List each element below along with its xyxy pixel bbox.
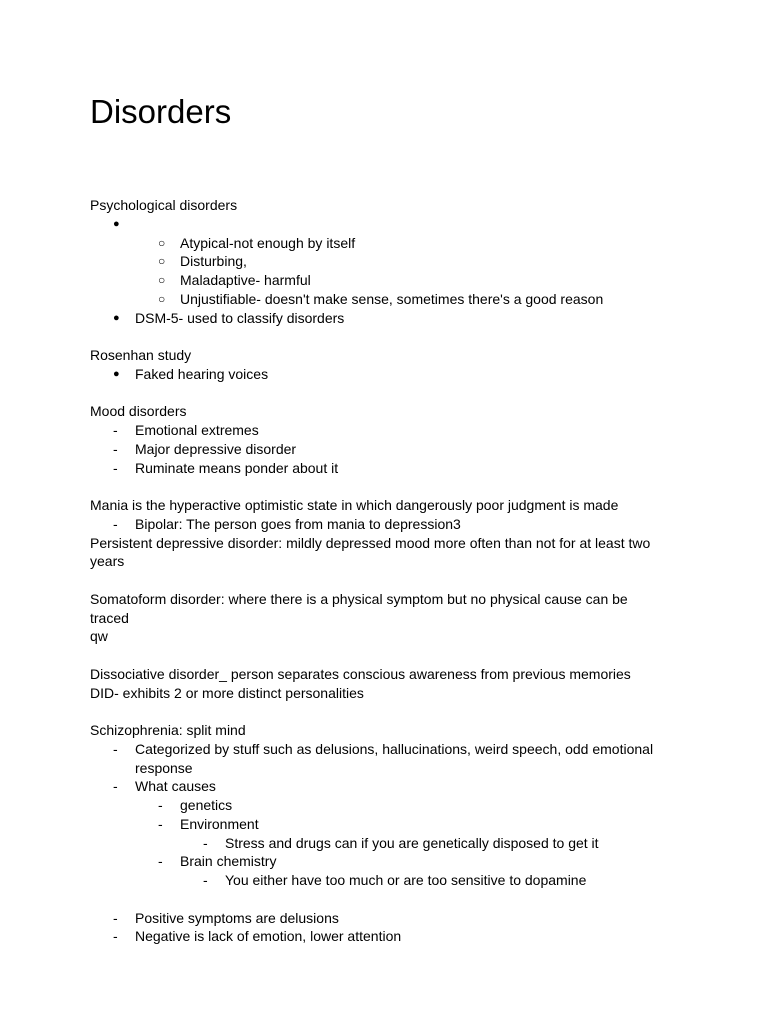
heading-text: Rosenhan study [90,347,192,363]
paragraph-persistent-2 [90,552,670,571]
bullet-dash-icon: - [113,440,118,457]
bullet-dash-icon: - [158,797,163,813]
list-item-atypical [90,234,670,253]
list-item-categorized-cont [90,759,670,778]
list-item-categorized [90,740,670,759]
bullet-dash-icon: - [113,515,118,532]
list-item-text: Brain chemistry [180,853,277,870]
list-item-text: DSM-5- used to classify disorders [135,309,345,326]
page-title: Disorders [90,93,232,130]
section-heading-rosenhan [90,346,670,365]
list-item-text: response [135,759,193,776]
list-item-text: Unjustifiable- doesn't make sense, sometimes there's a good reason [180,290,604,307]
list-item-stress [90,834,670,853]
bullet-dash-icon: - [113,778,118,795]
blank-line [90,384,670,403]
list-item-environment [90,815,670,834]
list-item-text: Atypical-not enough by itself [180,234,356,251]
list-item-disturbing [90,252,670,271]
bullet-dash-icon: - [113,909,118,926]
bullet-disc-icon: ● [113,367,120,380]
list-item-text: Categorized by stuff such as delusions, hallucinations, weird speech, odd emotional [135,740,654,757]
list-item-what-causes [90,777,670,796]
list-item-text: Positive symptoms are delusions [135,909,339,926]
paragraph-text: Dissociative disorder_ person separates conscious awareness from previous memories [90,665,631,682]
list-item-bipolar [90,515,670,534]
bullet-circle-icon: ○ [158,235,166,250]
list-item-unjustifiable [90,290,670,309]
list-item-text: genetics [180,797,233,813]
paragraph-persistent-1 [90,534,670,553]
section-heading-mood [90,402,670,421]
paragraph-did [90,684,670,703]
list-item-text: Negative is lack of emotion, lower attention [135,928,402,945]
bullet-dash-icon: - [113,422,118,438]
document-body [90,196,670,946]
list-item-genetics [90,796,670,815]
list-item-major-depressive [90,440,670,459]
bullet-dash-icon: - [203,834,208,851]
list-item-ruminate [90,459,670,478]
bullet-dash-icon: - [158,853,163,870]
blank-line [90,702,670,721]
paragraph-text: years [90,553,125,570]
blank-line [90,890,670,909]
list-item-dopamine [90,871,670,890]
paragraph-text: DID- exhibits 2 or more distinct personalities [90,684,364,701]
list-item-text: Emotional extremes [135,422,259,438]
list-item-positive-symptoms [90,909,670,928]
bullet-circle-icon: ○ [158,273,166,287]
list-item-text: Maladaptive- harmful [180,272,311,288]
list-item-text: Ruminate means ponder about it [135,459,339,476]
list-item-negative-symptoms [90,927,670,946]
blank-line [90,571,670,590]
list-item-dsm [90,309,670,328]
list-item-maladaptive [90,271,670,290]
list-item-text: Bipolar: The person goes from mania to depression3 [135,515,461,532]
blank-line [90,646,670,665]
paragraph-text: qw [90,628,108,645]
paragraph-somatoform-2 [90,627,670,646]
list-item-text: Environment [180,815,259,832]
bullet-dash-icon: - [113,928,118,945]
blank-line [90,327,670,346]
paragraph-text: Persistent depressive disorder: mildly depressed mood more often than not for at least two [90,534,651,551]
paragraph-text: Somatoform disorder: where there is a physical symptom but no physical cause can be traced [90,590,628,626]
list-item-brain-chemistry [90,852,670,871]
section-heading-psychological [90,196,670,215]
list-item-text: What causes [135,778,216,795]
bullet-disc-icon: ● [113,311,120,324]
bullet-dash-icon: - [113,740,118,757]
bullet-circle-icon: ○ [158,291,166,306]
list-item-faked-voices [90,365,670,384]
bullet-circle-icon: ○ [158,254,166,269]
list-item-empty-bullet [90,215,670,234]
list-item-text: Disturbing, [180,253,247,270]
list-item-text: You either have too much or are too sensitive to dopamine [225,872,587,888]
section-heading-schizophrenia [90,721,670,740]
bullet-dash-icon: - [158,815,163,832]
paragraph-mania [90,496,670,515]
bullet-dash-icon: - [203,872,208,888]
list-item-text: Major depressive disorder [135,440,297,457]
blank-line [90,477,670,496]
bullet-dash-icon: - [113,459,118,476]
heading-text: Mood disorders [90,403,187,420]
paragraph-somatoform-1 [90,590,670,628]
paragraph-text: Mania is the hyperactive optimistic state in which dangerously poor judgment is made [90,497,619,513]
paragraph-dissociative [90,665,670,684]
list-item-text: Faked hearing voices [135,365,269,382]
list-item-emotional-extremes [90,421,670,440]
list-item-text: Stress and drugs can if you are genetically disposed to get it [225,834,599,851]
bullet-disc-icon: ● [113,217,120,230]
heading-text: Schizophrenia: split mind [90,722,246,738]
heading-text: Psychological disorders [90,197,238,213]
